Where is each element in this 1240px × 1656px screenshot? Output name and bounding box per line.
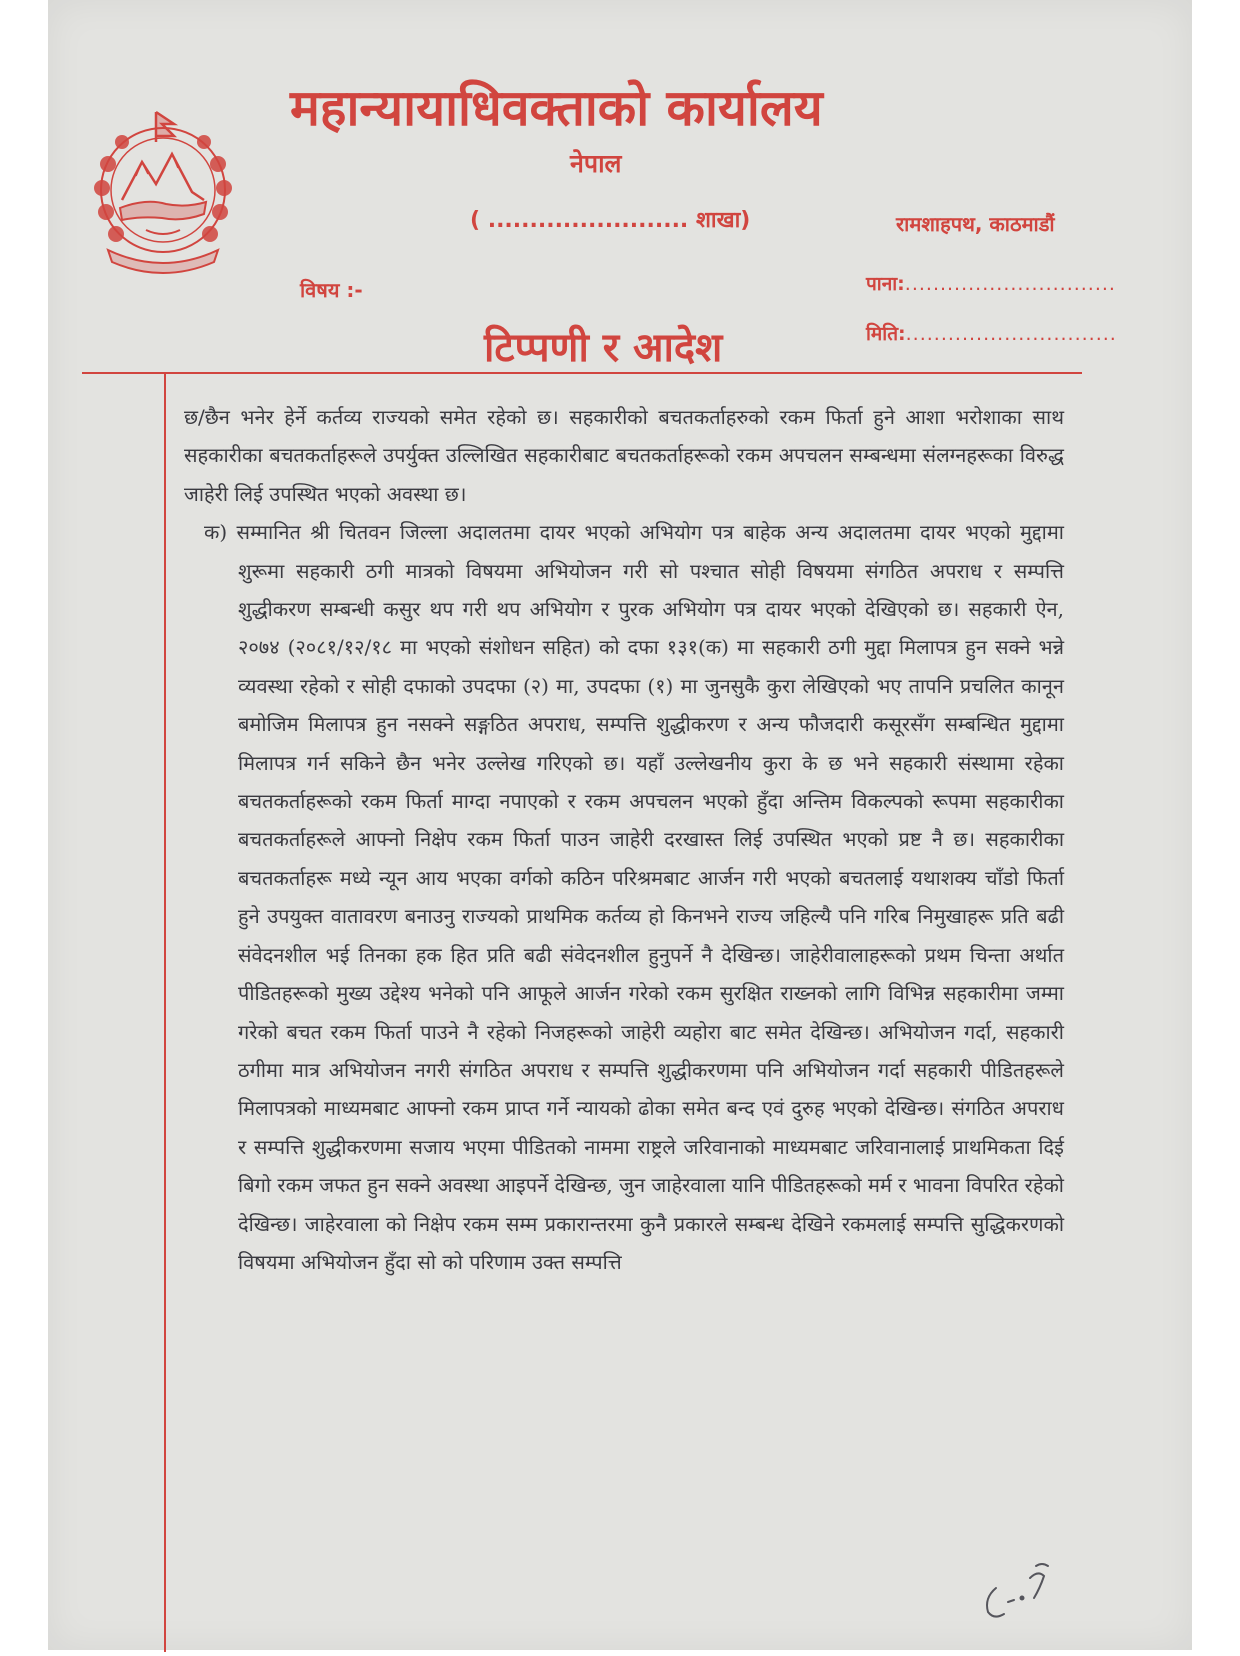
margin-line bbox=[164, 372, 166, 1652]
document-title: टिप्पणी र आदेश bbox=[484, 324, 723, 371]
office-title: महान्यायाधिवक्ताको कार्यालय bbox=[290, 78, 823, 137]
subject-label: विषय :- bbox=[300, 278, 363, 302]
page-dotted-blank: .............................. bbox=[904, 273, 1116, 295]
intro-paragraph: छ/छैन भनेर हेर्ने कर्तव्य राज्यको समेत रहेको छ। सहकारीको बचतकर्ताहरुको रकम फिर्ता हुने आशा भरोशाका साथ सहकारीका बचतकर्ताहरूले उपर्युक्त उल्लिखित सहकारीबाट बचतकर्ताहरूको रकम अपचलन सम्बन्धमा संलग्नहरूका विरुद्ध जाहेरी लिई उपस्थित भएको अवस्था छ। bbox=[184, 405, 1064, 506]
handwritten-initials-icon bbox=[978, 1558, 1058, 1628]
date-label: मिति: bbox=[866, 323, 906, 345]
page-number-field bbox=[866, 270, 1116, 296]
date-dotted-blank: .............................. bbox=[905, 323, 1117, 345]
header-divider bbox=[82, 372, 1082, 374]
date-field bbox=[866, 320, 1117, 346]
nepal-emblem-icon bbox=[86, 104, 240, 276]
country-name: नेपाल bbox=[570, 149, 622, 178]
branch-field: ( ........................ शाखा) bbox=[470, 208, 751, 233]
office-address: रामशाहपथ, काठमाडौं bbox=[896, 212, 1055, 236]
document-body bbox=[184, 398, 1064, 1281]
page-label: पाना: bbox=[866, 273, 905, 295]
paragraph-ka: क) सम्मानित श्री चितवन जिल्ला अदालतमा दायर भएको अभियोग पत्र बाहेक अन्य अदालतमा दायर भएको मुद्दामा शुरूमा सहकारी ठगी मात्रको विषयमा अभियोजन गरी सो पश्चात सोही विषयमा संगठित अपराध र सम्पत्ति शुद्धीकरण सम्बन्धी कसुर थप गरी थप अभियोग र पुरक अभियोग पत्र दायर भएको देखिएको छ। सहकारी ऐन, २०७४ (२०८१/१२/१८ मा भएको संशोधन सहित) को दफा १३१(क) मा सहकारी ठगी मुद्दा मिलापत्र हुन सक्ने भन्ने व्यवस्था रहेको र सोही दफाको उपदफा (२) मा, उपदफा (१) मा जुनसुकै कुरा लेखिएको भए तापनि प्रचलित कानून बमोजिम मिलापत्र हुन नसक्ने सङ्गठित अपराध, सम्पत्ति शुद्धीकरण र अन्य फौजदारी कसूरसँग सम्बन्धित मुद्दामा मिलापत्र गर्न सकिने छैन भनेर उल्लेख गरिएको छ। यहाँ उल्लेखनीय कुरा के छ भने सहकारी संस्थामा रहेका बचतकर्ताहरूको रकम फिर्ता माग्दा नपाएको र रकम अपचलन भएको हुँदा अन्तिम विकल्पको रूपमा सहकारीका बचतकर्ताहरूले आफ्नो निक्षेप रकम फिर्ता पाउन जाहेरी दरखास्त लिई उपस्थित भएको प्रष्ट नै छ। सहकारीका बचतकर्ताहरू मध्ये न्यून आय भएका वर्गको कठिन परिश्रमबाट आर्जन गरी भएको बचतलाई यथाशक्य चाँडो फिर्ता हुने उपयुक्त वातावरण बनाउनु राज्यको प्राथमिक कर्तव्य हो किनभने राज्य जहिल्यै पनि गरिब निमुखाहरू प्रति बढी संवेदनशील भई तिनका हक हित प्रति बढी संवेदनशील हुनुपर्ने नै देखिन्छ। जाहेरीवालाहरूको प्रथम चिन्ता अर्थात पीडितहरूको मुख्य उद्देश्य भनेको पनि आफूले आर्जन गरेको रकम सुरक्षित राख्नको लागि विभिन्न सहकारीमा जम्मा गरेको बचत रकम फिर्ता पाउने नै रहेको निजहरूको जाहेरी व्यहोरा बाट समेत देखिन्छ। अभियोजन गर्दा, सहकारी ठगीमा मात्र अभियोजन नगरी संगठित अपराध र सम्पत्ति शुद्धीकरणमा पनि अभियोजन गर्दा सहकारी पीडितहरूले मिलापत्रको माध्यमबाट आफ्नो रकम प्राप्त गर्ने न्यायको ढोका समेत बन्द एवं दुरुह भएको देखिन्छ। संगठित अपराध र सम्पत्ति शुद्धीकरणमा सजाय भएमा पीडितको नाममा राष्ट्रले जरिवानाको माध्यमबाट जरिवानालाई प्राथमिकता दिई बिगो रकम जफत हुन सक्ने अवस्था आइपर्ने देखिन्छ, जुन जाहेरवाला यानि पीडितहरूको मर्म र भावना विपरित रहेको देखिन्छ। जाहेरवाला को निक्षेप रकम सम्म प्रकारान्तरमा कुनै प्रकारले सम्बन्ध देखिने रकमलाई सम्पत्ति सुद्धिकरणको विषयमा अभियोजन हुँदा सो को परिणाम उक्त सम्पत्ति bbox=[204, 520, 1064, 1274]
